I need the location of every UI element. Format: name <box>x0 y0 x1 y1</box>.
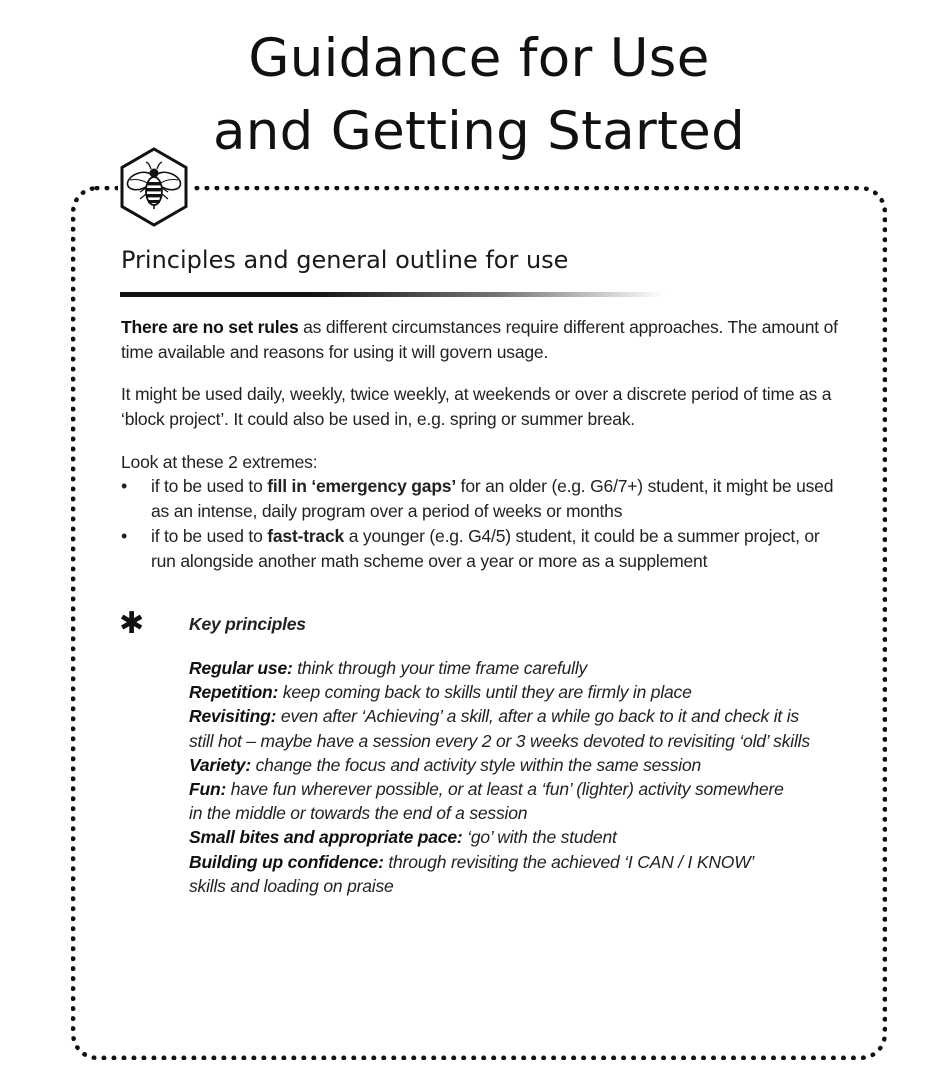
paragraph-2-line-2: ‘block project’. It could also be used in, e.g. spring or summer break. <box>121 409 635 429</box>
bullet-icon: • <box>121 526 128 546</box>
principle-revisiting-cont: still hot – maybe have a session every 2 or 3 weeks devoted to revisiting ‘old’ skills <box>189 730 810 751</box>
key-principles-list <box>189 656 809 898</box>
extremes-intro: Look at these 2 extremes: <box>121 452 318 472</box>
paragraph-1-bold: There are no set rules <box>121 317 299 337</box>
principle-confidence-cont: skills and loading on praise <box>189 875 394 896</box>
principle-text: change the focus and activity style within the same session <box>250 754 702 775</box>
bullet-2-post: a younger (e.g. G4/5) student, it could be a summer project, or <box>344 526 820 546</box>
principle-label: Regular use: <box>189 658 293 678</box>
bullet-icon: • <box>121 476 128 496</box>
principle-fun <box>189 777 809 801</box>
principle-label: Repetition: <box>189 682 279 703</box>
key-principles-heading: Key principles <box>189 614 306 634</box>
list-item <box>121 524 851 574</box>
extremes-list <box>121 474 851 574</box>
bee-hexagon-icon <box>118 146 190 228</box>
principle-text: even after ‘Achieving’ a skill, after a while go back to it and check it is <box>276 706 799 727</box>
paragraph-no-set-rules <box>121 315 841 365</box>
paragraph-1-line-2: time available and reasons for using it will govern usage. <box>121 342 549 362</box>
section-heading: Principles and general outline for use <box>121 246 569 274</box>
bullet-1-line-2: as an intense, daily program over a period of weeks or months <box>151 501 623 521</box>
list-item <box>121 474 851 524</box>
principle-repetition <box>189 680 809 704</box>
principle-text: have fun wherever possible, or at least a ‘fun’ (lighter) activity somewhere <box>226 779 784 800</box>
principle-text: through revisiting the achieved ‘I CAN / I KNOW’ <box>383 851 755 872</box>
heading-underline <box>120 292 665 297</box>
principle-small-bites <box>189 825 809 849</box>
bullet-1-post: for an older (e.g. G6/7+) student, it might be used <box>456 476 834 496</box>
principle-fun-cont: in the middle or towards the end of a session <box>189 803 528 824</box>
bullet-2-pre: if to be used to <box>151 526 268 546</box>
principle-label: Variety: <box>189 754 251 775</box>
paragraph-usage-frequency <box>121 382 841 432</box>
principle-text: keep coming back to skills until they are firmly in place <box>278 682 692 703</box>
paragraph-2-line-1: It might be used daily, weekly, twice weekly, at weekends or over a discrete period of time as a <box>121 384 832 404</box>
principle-text: ‘go’ with the student <box>462 827 617 848</box>
bullet-1-pre: if to be used to <box>151 476 268 496</box>
principle-text: think through your time frame carefully <box>292 658 588 678</box>
principle-label: Fun: <box>189 779 227 800</box>
asterisk-icon: ✱ <box>119 606 145 641</box>
principle-label: Revisiting: <box>189 706 277 727</box>
principle-regular-use <box>189 656 809 680</box>
principle-label: Small bites and appropriate pace: <box>189 827 463 848</box>
bullet-2-bold: fast-track <box>267 526 345 546</box>
paragraph-1-text: as different circumstances require different approaches. The amount of <box>298 317 838 337</box>
principle-label: Building up confidence: <box>189 851 384 872</box>
bullet-2-line-2: run alongside another math scheme over a year or more as a supplement <box>151 551 708 571</box>
principle-confidence <box>189 850 809 874</box>
principle-variety <box>189 753 809 777</box>
principle-revisiting <box>189 704 809 728</box>
page-title-line-1: Guidance for Use <box>248 28 710 89</box>
bullet-1-bold: fill in ‘emergency gaps’ <box>267 476 456 496</box>
page-title-line-2: and Getting Started <box>212 101 746 162</box>
